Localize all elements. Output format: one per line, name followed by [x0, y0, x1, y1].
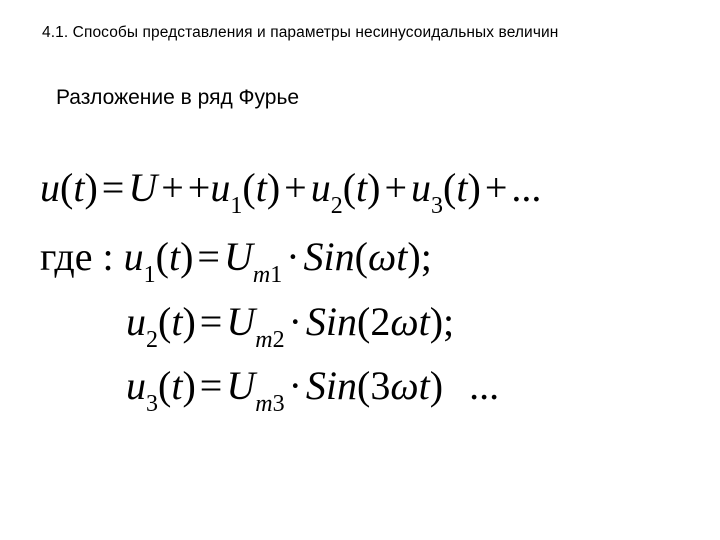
slide-title: 4.1. Способы представления и параметры несинусоидальных величин	[42, 24, 559, 41]
harmonic-2-equation: $u_2(t) = U_{m2} \cdot Sin(2\omega t)$;	[126, 299, 455, 353]
series-ellipsis: ...	[511, 165, 542, 210]
fourier-series-equation: $u(t) = U + +u_1(t) + u_2(t) + u_3(t)$ + ...	[40, 165, 542, 219]
slide-subtitle: Разложение в ряд Фурье	[56, 86, 300, 109]
harmonic-3-equation: $u_3(t) = U_{m3} \cdot Sin(3\omega t)$ ...	[126, 363, 500, 417]
harmonics-ellipsis: ...	[469, 363, 500, 408]
harmonic-1-equation: где : $u_1(t) = U_{m1} \cdot Sin(\omega t)$;	[40, 234, 432, 288]
where-label: где :	[40, 234, 114, 279]
